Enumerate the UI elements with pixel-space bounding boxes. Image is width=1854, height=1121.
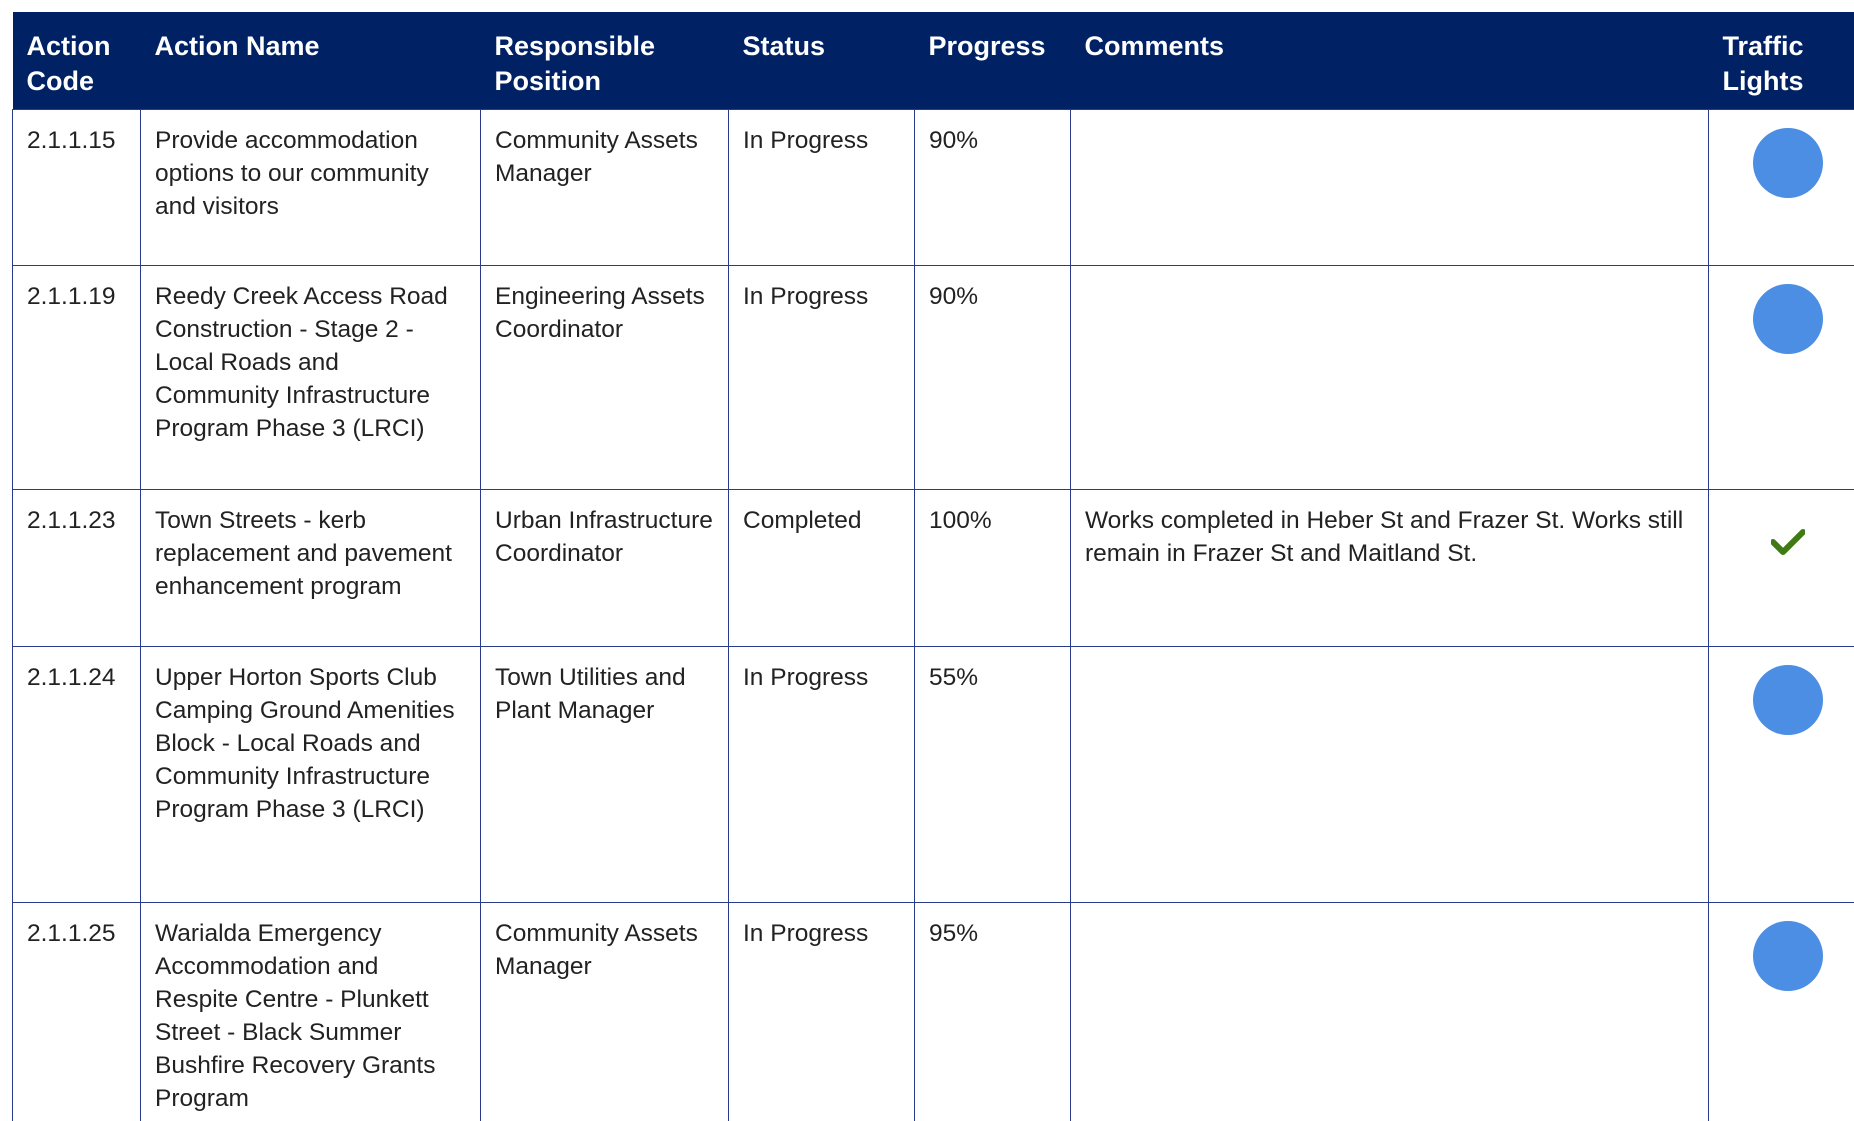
header-action-name: Action Name bbox=[154, 31, 320, 61]
action-name-cell: Reedy Creek Access Road Construction - Stage 2 - Local Roads and Community Infrastructure Program Phase 3 (LRCI) bbox=[141, 266, 481, 490]
comments-cell bbox=[1071, 110, 1709, 266]
comments-cell bbox=[1071, 903, 1709, 1121]
traffic-light-cell bbox=[1709, 647, 1854, 903]
actions-table bbox=[12, 12, 1854, 1121]
header-responsible-position: Responsible Position bbox=[494, 31, 656, 96]
progress-cell: 55% bbox=[915, 647, 1071, 903]
action-name-cell: Upper Horton Sports Club Camping Ground Amenities Block - Local Roads and Community Infrastructure Program Phase 3 (LRCI) bbox=[141, 647, 481, 903]
traffic-light-cell bbox=[1709, 490, 1854, 647]
progress-cell: 95% bbox=[915, 903, 1071, 1121]
table-row bbox=[13, 266, 1854, 490]
table-row bbox=[13, 903, 1854, 1121]
action-report-document bbox=[12, 12, 1854, 1121]
action-name-cell: Provide accommodation options to our community and visitors bbox=[141, 110, 481, 266]
responsible-position-cell: Community Assets Manager bbox=[481, 903, 729, 1121]
header-comments: Comments bbox=[1084, 31, 1225, 61]
action-name-cell: Warialda Emergency Accommodation and Respite Centre - Plunkett Street - Black Summer Bushfire Recovery Grants Program bbox=[141, 903, 481, 1121]
blue-circle-icon bbox=[1753, 665, 1823, 735]
responsible-position-cell: Community Assets Manager bbox=[481, 110, 729, 266]
traffic-light-cell bbox=[1709, 266, 1854, 490]
status-cell: In Progress bbox=[729, 266, 915, 490]
header-progress: Progress bbox=[928, 31, 1046, 61]
comments-cell bbox=[1071, 647, 1709, 903]
table-row bbox=[13, 647, 1854, 903]
action-code-cell: 2.1.1.15 bbox=[13, 110, 141, 266]
traffic-light-cell bbox=[1709, 903, 1854, 1121]
status-cell: In Progress bbox=[729, 110, 915, 266]
comments-cell: Works completed in Heber St and Frazer St. Works still remain in Frazer St and Maitland St. bbox=[1071, 490, 1709, 647]
comments-cell bbox=[1071, 266, 1709, 490]
progress-cell: 90% bbox=[915, 110, 1071, 266]
responsible-position-cell: Engineering Assets Coordinator bbox=[481, 266, 729, 490]
table-row bbox=[13, 110, 1854, 266]
status-cell: In Progress bbox=[729, 647, 915, 903]
progress-cell: 90% bbox=[915, 266, 1071, 490]
green-check-icon bbox=[1771, 528, 1805, 565]
responsible-position-cell: Town Utilities and Plant Manager bbox=[481, 647, 729, 903]
status-cell: Completed bbox=[729, 490, 915, 647]
header-action-code: Action Code bbox=[26, 31, 111, 96]
responsible-position-cell: Urban Infrastructure Coordinator bbox=[481, 490, 729, 647]
progress-cell: 100% bbox=[915, 490, 1071, 647]
traffic-light-cell bbox=[1709, 110, 1854, 266]
status-cell: In Progress bbox=[729, 903, 915, 1121]
blue-circle-icon bbox=[1753, 128, 1823, 198]
action-name-cell: Town Streets - kerb replacement and pavement enhancement program bbox=[141, 490, 481, 647]
action-code-cell: 2.1.1.24 bbox=[13, 647, 141, 903]
table-row bbox=[13, 490, 1854, 647]
action-code-cell: 2.1.1.19 bbox=[13, 266, 141, 490]
blue-circle-icon bbox=[1753, 921, 1823, 991]
action-code-cell: 2.1.1.25 bbox=[13, 903, 141, 1121]
header-traffic-lights: Traffic Lights bbox=[1722, 31, 1804, 96]
action-code-cell: 2.1.1.23 bbox=[13, 490, 141, 647]
blue-circle-icon bbox=[1753, 284, 1823, 354]
header-status: Status bbox=[742, 31, 826, 61]
table-header-row bbox=[13, 12, 1854, 110]
